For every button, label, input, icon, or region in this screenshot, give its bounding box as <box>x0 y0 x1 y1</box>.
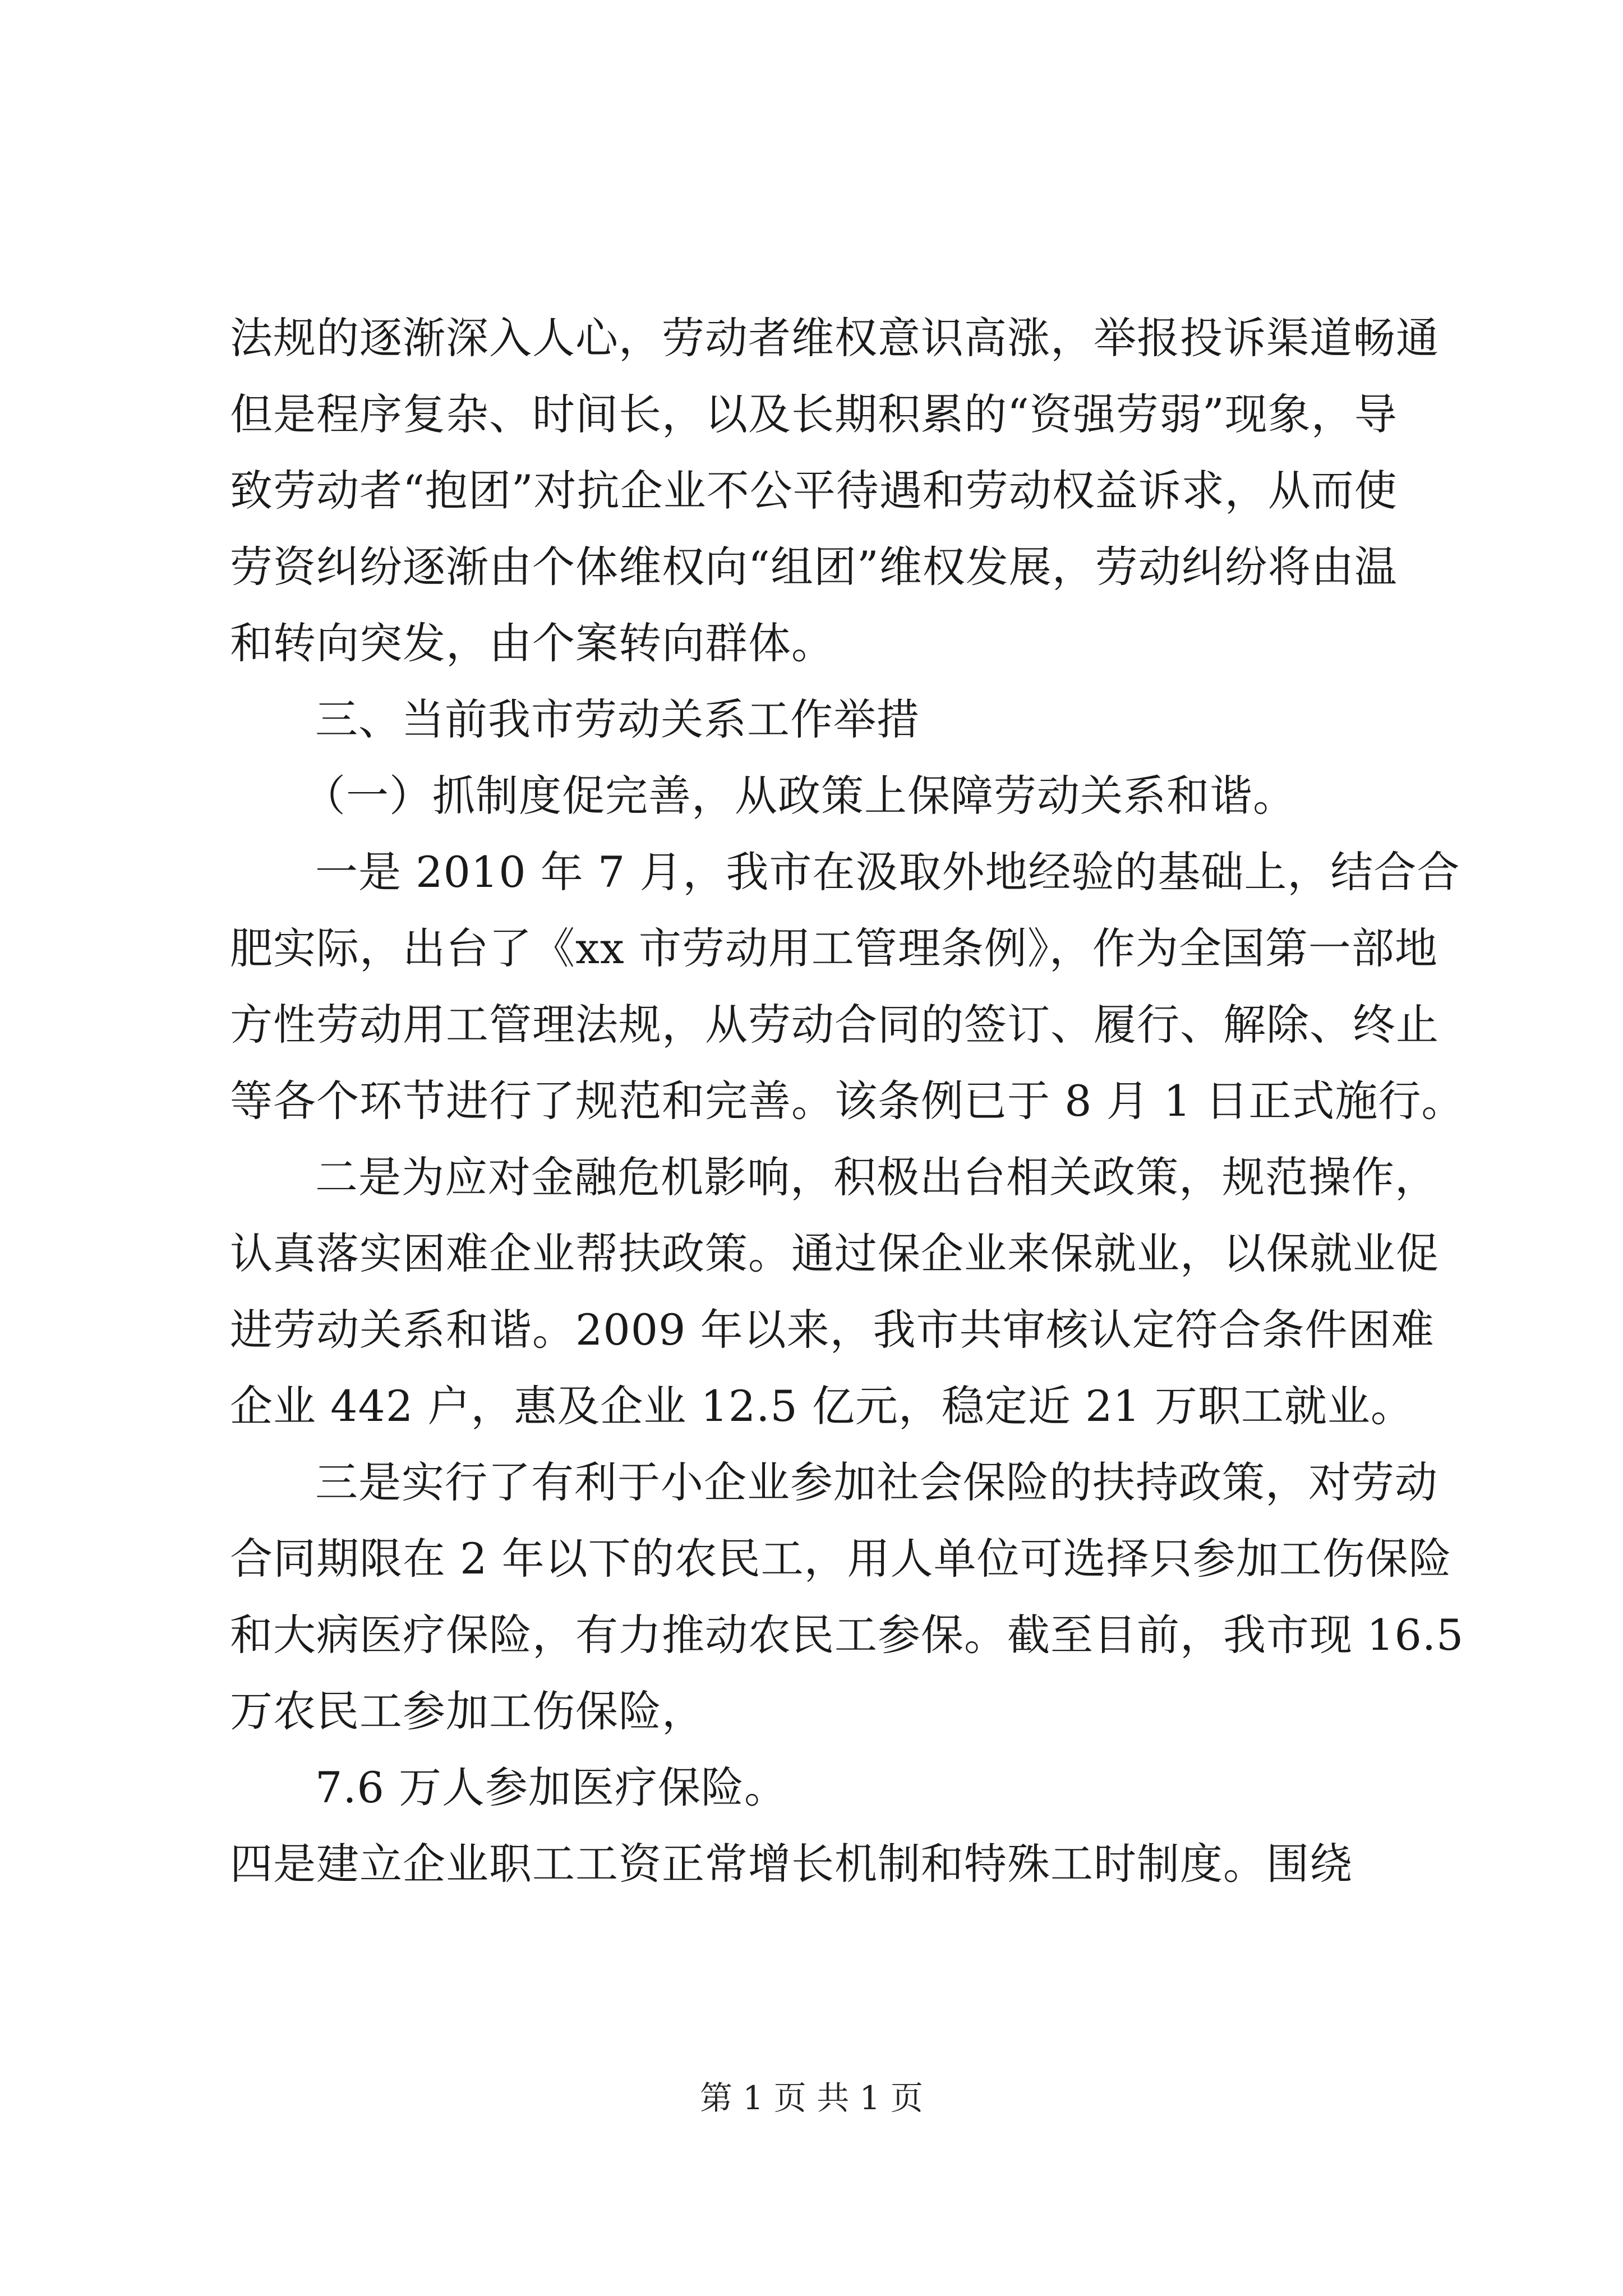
text-line: 劳资纠纷逐渐由个体维权向“组团”维权发展，劳动纠纷将由温 <box>230 542 1398 592</box>
document-body <box>230 300 1465 1902</box>
text-line: 方性劳动用工管理法规，从劳动合同的签订、履行、解除、终止 <box>230 1000 1439 1050</box>
text-line: 一是 2010 年 7 月，我市在汲取外地经验的基础上，结合合 <box>315 847 1460 897</box>
subsection-heading: （一）抓制度促完善，从政策上保障劳动关系和谐。 <box>303 771 1296 821</box>
text-line: 等各个环节进行了规范和完善。该条例已于 8 月 1 日正式施行。 <box>230 1076 1465 1126</box>
text-line: 三是实行了有利于小企业参加社会保险的扶持政策，对劳动 <box>315 1457 1438 1507</box>
text-line: 肥实际，出台了《xx 市劳动用工管理条例》，作为全国第一部地 <box>230 923 1438 973</box>
text-line: 7.6 万人参加医疗保险。 <box>315 1763 788 1812</box>
text-line: 但是程序复杂、时间长，以及长期积累的“资强劳弱”现象，导 <box>230 389 1398 439</box>
text-line: 二是为应对金融危机影响，积极出台相关政策，规范操作， <box>315 1152 1438 1202</box>
text-line: 认真落实困难企业帮扶政策。通过保企业来保就业，以保就业促 <box>230 1228 1439 1278</box>
text-line: 四是建立企业职工工资正常增长机制和特殊工时制度。围绕 <box>230 1839 1353 1889</box>
text-line: 致劳动者“抱团”对抗企业不公平待遇和劳动权益诉求，从而使 <box>230 466 1398 516</box>
text-line: 和大病医疗保险，有力推动农民工参保。截至目前，我市现 16.5 <box>230 1610 1464 1660</box>
page-footer: 第 1 页 共 1 页 <box>700 2079 923 2117</box>
text-line: 万农民工参加工伤保险， <box>230 1686 705 1736</box>
text-line: 法规的逐渐深入人心，劳动者维权意识高涨，举报投诉渠道畅通 <box>230 313 1439 363</box>
text-line: 和转向突发，由个案转向群体。 <box>230 618 834 668</box>
text-line: 企业 442 户，惠及企业 12.5 亿元，稳定近 21 万职工就业。 <box>230 1381 1414 1431</box>
text-line: 合同期限在 2 年以下的农民工，用人单位可选择只参加工伤保险 <box>230 1534 1452 1584</box>
text-line: 进劳动关系和谐。2009 年以来，我市共审核认定符合条件困难 <box>230 1305 1435 1355</box>
section-heading: 三、当前我市劳动关系工作举措 <box>315 694 920 744</box>
